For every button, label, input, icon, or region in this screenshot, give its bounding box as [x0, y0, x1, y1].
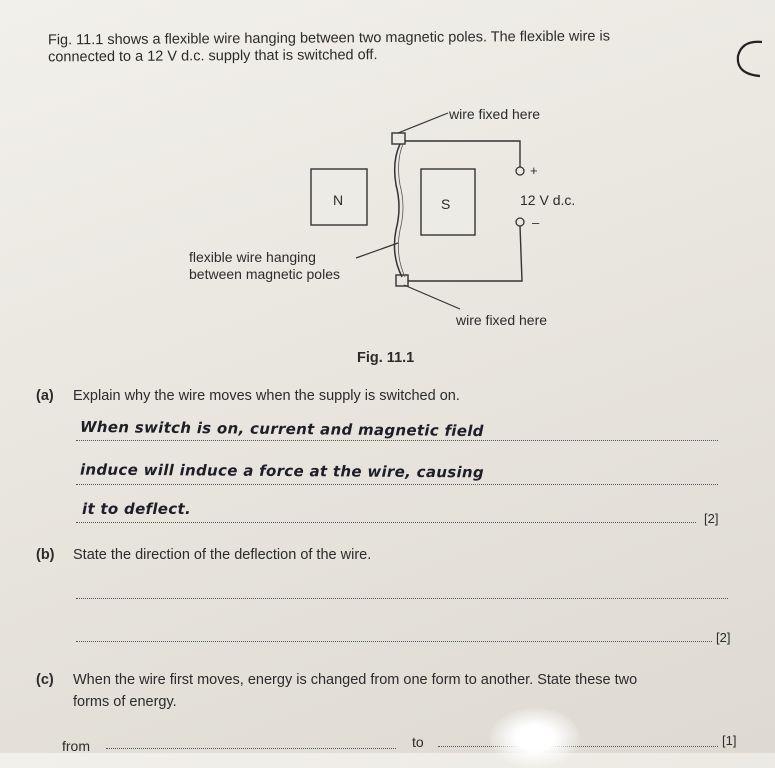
answer-a-line-3[interactable]: it to deflect.	[82, 500, 191, 518]
from-label: from	[62, 738, 90, 754]
figure-caption: Fig. 11.1	[357, 350, 415, 366]
to-label: to	[412, 734, 424, 750]
answer-b-line-1[interactable]	[76, 598, 728, 599]
part-c-question-1: When the wire first moves, energy is changed from one form to another. State these two	[73, 672, 638, 688]
intro-line-1: Fig. 11.1 shows a flexible wire hanging between two magnetic poles. The flexible wire is	[47, 28, 611, 49]
light-glare	[490, 708, 580, 768]
part-c-marks: [1]	[722, 733, 737, 748]
label-pole-n: N	[333, 192, 344, 208]
part-a-marks: [2]	[704, 511, 719, 526]
answer-b-line-2[interactable]	[76, 641, 712, 642]
part-b-question: State the direction of the deflection of the wire.	[73, 547, 372, 563]
answer-a-line-2[interactable]: induce will induce a force at the wire, causing	[79, 460, 485, 482]
part-c-label: (c)	[36, 672, 54, 688]
intro-line-2: connected to a 12 V d.c. supply that is switched off.	[48, 47, 378, 66]
label-supply: 12 V d.c.	[520, 192, 576, 208]
part-b-label: (b)	[36, 547, 55, 563]
label-minus: –	[532, 215, 540, 230]
part-a-question: Explain why the wire moves when the supply is switched on.	[73, 388, 460, 404]
answer-line	[76, 484, 718, 485]
answer-line	[76, 522, 696, 523]
flexible-wire	[394, 144, 402, 277]
circuit-diagram	[0, 95, 775, 385]
answer-line	[76, 440, 718, 441]
label-plus: +	[530, 163, 538, 178]
part-b-marks: [2]	[716, 630, 731, 645]
margin-mark-icon	[728, 36, 768, 86]
intro-text	[48, 28, 738, 67]
label-wire-fixed-top: wire fixed here	[449, 106, 541, 122]
part-a-label: (a)	[36, 388, 54, 404]
label-wire-fixed-bottom: wire fixed here	[456, 312, 548, 328]
label-flexible-2: between magnetic poles	[189, 266, 340, 282]
answer-c-from[interactable]	[106, 748, 396, 749]
label-pole-s: S	[441, 196, 451, 212]
label-flexible-1: flexible wire hanging	[189, 249, 316, 265]
answer-a-line-1[interactable]: When switch is on, current and magnetic field	[79, 417, 484, 441]
part-c-question-2: forms of energy.	[73, 694, 177, 710]
top-fixing	[392, 133, 405, 144]
